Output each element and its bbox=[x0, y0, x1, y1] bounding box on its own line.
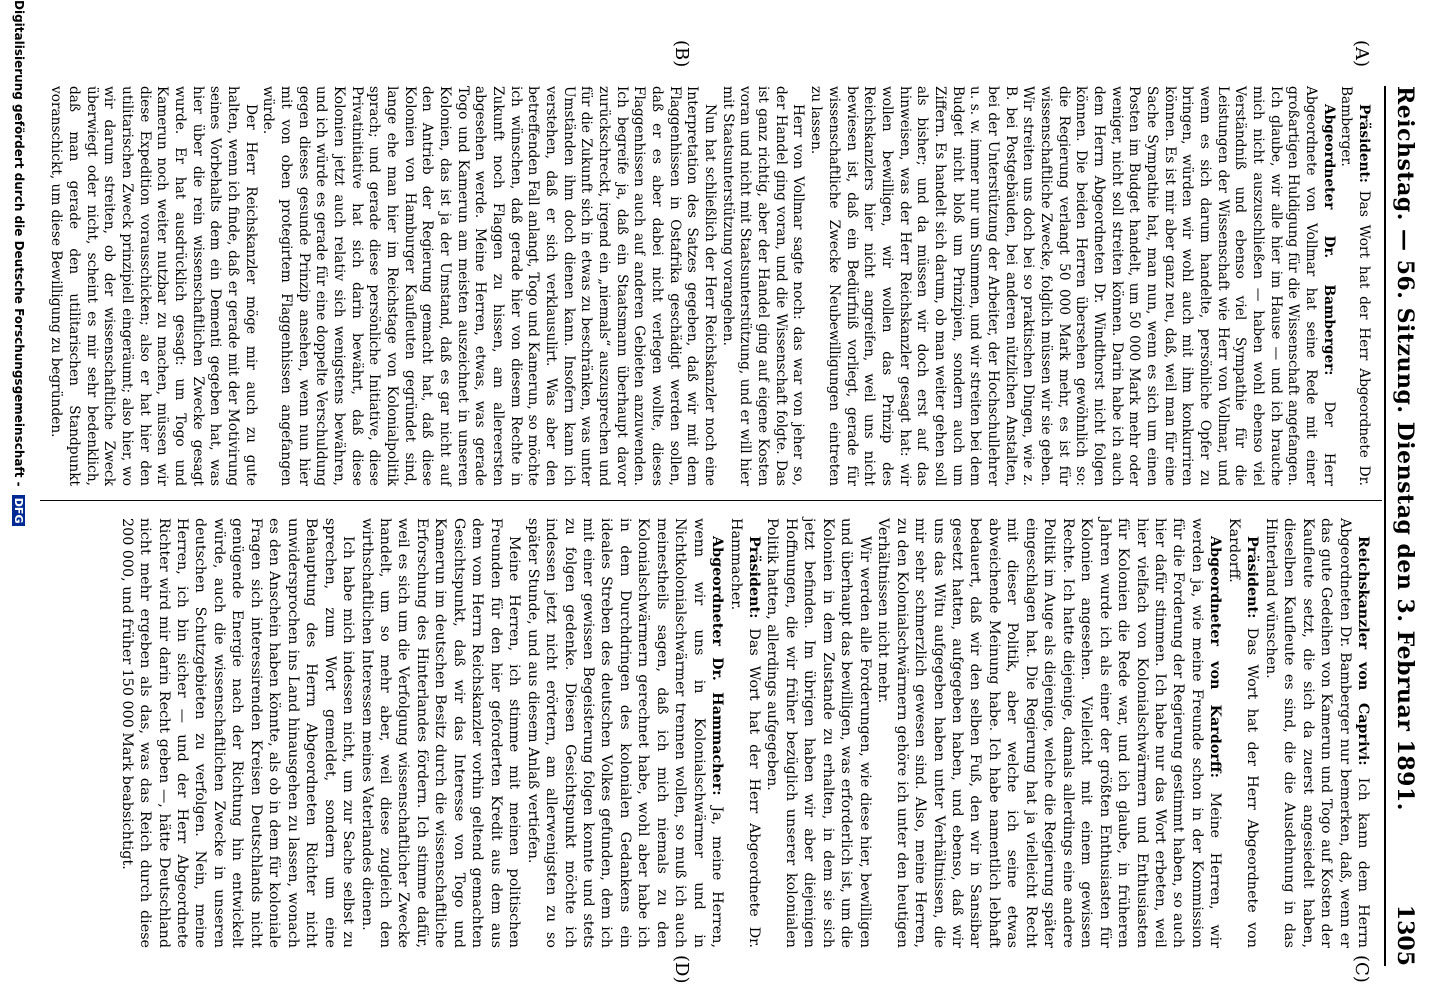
paragraph-text: Das Wort hat der Herr Abgeordnete Dr. Hammacher. bbox=[727, 518, 763, 948]
paragraph bbox=[726, 518, 763, 948]
paragraph bbox=[763, 518, 874, 948]
header-title: Reichstag. — 56. Sitzung. Dienstag den 3. Februar 1891. bbox=[1392, 86, 1418, 811]
paragraph bbox=[807, 86, 1337, 486]
paragraph bbox=[874, 518, 1225, 948]
paragraph-text: Herr von Vollmar sagte noch: das war von jeher so, der Handel ging voran, und die Wissenschaft folgte. Das ist ganz richtig, aber der Handel ging auf eigene Kosten voran und nicht mit Staatsunterstützung, und er will hier mit Staatsunterstützung vorangehen. bbox=[719, 86, 807, 486]
paragraph-text: Ich kann dem Herrn Abgeordneten Dr. Bamberger nur bemerken, daß, wenn er das gute Gedeihen von Kamerun und Togo auf Kosten der Kaufleute setzt, die sich da zuerst angesiedelt haben, dieselben Kaufleute es sind, die die Ausdehnung in das Hinterland wünschen. bbox=[1262, 518, 1371, 948]
paragraph bbox=[1337, 86, 1372, 486]
paragraph-text: Wir werden alle Forderungen, wie diese hier, bewilligen und überhaupt das bewilligen, was erforderlich ist, um die Kolonien in dem Zustande zu erhalten, in dem sie sich jetzt befinden. Im übrigen haben wir aber diejenigen Hoffnungen, die wir früher bezüglich unserer kolonialen Politik hatten, allerdings aufgegeben. bbox=[764, 518, 873, 948]
margin-mark-c: (C) bbox=[1351, 955, 1372, 983]
paragraph bbox=[523, 518, 726, 948]
paragraph-text: Meine Herren, wir werden ja, wie meine Freunde schon in der Kommission für die Forderung der Regierung gestimmt haben, so auch hier dafür stimmen. Ich habe nur das Wort erbeten, weil hier vielfach von Kolonialschwärmern und Enthusiasten für Kolonien die Rede war, und ich glaube, in früheren Jahren wurde ich als einer der größten Enthusiasten für Kolonien angesehen. Vielleicht mit einem gewissen Rechte. Ich hatte diejenige, damals allerdings eine andere Politik im Auge als diejenige, welche die Regierung später eingeschlagen hat. Die Regierung hat ja vielleicht Recht mit dieser Politik, aber welche ich seine etwas abweichende Meinung habe. Ich habe namentlich lebhaft bedauert, daß wir den selben Fuß, den wir in Sansibar gesetzt hatten, aufgegeben haben, und ebenso, daß wir uns das Witu aufgegeben haben unter Verhältnissen, die mir sehr schmerzlich gewesen sind. Also, meine Herren, zu den Kolonialschwärmern gehöre ich unter den heutigen Verhältnissen nicht mehr. bbox=[875, 518, 1224, 948]
speaker: Abgeordneter Dr. Hammacher: bbox=[709, 536, 726, 796]
speaker: Reichskanzler von Caprivi: bbox=[1355, 536, 1371, 766]
paragraph-text: Meine Herren, ich stimme mit meinen politischen Freunden für den hier geforderten Kredit aus dem aus dem vom Herrn Reichskanzler vorhin geltend gemachten Gesichtspunkt, daß wir das Interesse von Togo und Kamerun im deutschen Besitz durch die wissenschaftliche Erforschung des Hinterlandes fördern. Ich stimme dafür, weil es sich um die Verfolgung wissenschaftlicher Zwecke handelt, um so mehr aber, weil diese zugleich den wirthschaftlichen Interessen meines Vaterlandes dienen. bbox=[358, 518, 523, 948]
margin-mark-a: (A) bbox=[1351, 40, 1372, 68]
paragraph-text: Nun hat schließlich der Herr Reichskanzler noch eine Interpretation des Satzes gegeben, daß wir mit dem Flaggenhissen in Ostafrika geschädigt werden sollen, daß er es aber dabei nicht verlegen wollte, dieses Flaggenhissen auch auf anderen Gebieten anzuwenden. Ich begreife ja, daß ein Staatsmann überhaupt davor zurückschreckt, irgend ein „niemals“ auszusprechen und für die Zukunft sich in etwas zu beschränken, was unter Umständen ihm doch dienen kann. Insofern kann ich verstehen, daß er sich verklausulirt. Was aber den betreffenden Fall anlangt, Togo und Kamerun, so möchte ich wünschen, daß gerade hier von diesem Rechte in Zukunft noch Flaggen zu hissen, am allereersten abgesehen werde. Meine Herren, etwas, was gerade Togo und Kamerun am meisten auszeichnet in unseren Kolonien, das ist ja der Umstand, daß es gar nicht auf den Antrieb der Regierung gemacht hat, daß diese Kolonien von Hamburger Kaufleuten gegründet sind, lange ehe man hier im Reichstage von Kolonialpolitik sprach; und gerade diese persönliche Initiative, diese Privatinitiative hat sich darin bewährt, daß diese Kolonien jetzt auch relativ sich wenigstens bewähren, und ich würde es gerade für eine doppelte Verschuldung gegen dieses gesunde Prinzip ansehen, wenn nun hier mit von oben protegirtem Flaggenhissen angefangen würde. bbox=[260, 86, 719, 486]
speaker: Präsident: bbox=[1356, 104, 1372, 183]
paragraph-text: Das Wort hat der Herr Abgeordnete von Kardorff. bbox=[1225, 518, 1261, 948]
header-rule bbox=[1384, 86, 1386, 966]
paragraph-text: Ich habe mich indessen nicht, um zur Sache selbst zu sprechen, zum Wort gemeldet, sondern um eine Behauptung des Herrn Abgeordneten Richter nicht unwidersprochen ins Land hinausgehen zu lassen, wonach es den Anschein haben könnte, als ob in dem für koloniale Fragen sich interessirenden Kreisen Deutschlands nicht genügende Energie nach der Richtung hin entwickelt würde, auch die wissenschaftlichen Zwecke in unseren deutschen Schutzgebieten zu verfolgen. Nein, meine Herren, ich bin sicher — und der Herr Abgeordnete Richter wird mir darin Recht geben —, hätte Deutschland nicht mehr ergeben als das, was das Reich durch diese 200 000, und früher 150 000 Mark beabsichtigt. bbox=[118, 518, 357, 948]
dfg-logo-icon: DFG bbox=[12, 495, 25, 527]
paragraph-text: Der Herr Reichskanzler möge mir auch zu gute halten, wenn ich finde, daß er gerade mit der Motivirung seines Vorbehalts dem ein Dementi gegeben hat, was hier über die rein wissenschaftlichen Zwecke gesagt wurde. Er hat ausdrücklich gesagt: um Togo und Kamerun noch weiter nutzbar zu machen, müssen wir diese Expedition vorausschicken; also er hat hier den utilitarischen Zweck prinzipiell eingeräumt; also hier, wo wir darum streiten, ob der wissenschaftliche Zweck überwiegt oder nicht, scheint es mir sehr bedenklich, daß man gerade den utilitarischen Standpunkt voranschickt, um diese Bewilligung zu begründen. bbox=[48, 86, 259, 486]
speaker: Abgeordneter von Kardorff: bbox=[1207, 536, 1224, 778]
page-number: 1305 bbox=[1392, 904, 1418, 966]
paragraph bbox=[117, 518, 357, 948]
paragraph bbox=[357, 518, 523, 948]
paragraph bbox=[259, 86, 718, 486]
left-column bbox=[47, 86, 1372, 486]
right-column bbox=[117, 518, 1372, 948]
digitization-credit bbox=[4, 0, 26, 1000]
margin-mark-b: (B) bbox=[671, 40, 692, 68]
credit-text: Digitalisierung gefördert durch die Deutsche Forschungsgemeinschaft - bbox=[12, 0, 26, 487]
margin-mark-d: (D) bbox=[671, 955, 692, 984]
page-header bbox=[1384, 86, 1424, 966]
column-divider bbox=[40, 500, 1382, 501]
speaker: Abgeordneter Dr. Bamberger: bbox=[1320, 104, 1337, 376]
paragraph-text: Das Wort hat der Herr Abgeordnete Dr. Bamberger. bbox=[1338, 86, 1372, 487]
paragraph bbox=[1224, 518, 1261, 948]
speaker: Präsident: bbox=[1244, 536, 1261, 619]
paragraph-text: Der Herr Abgeordnete von Vollmar hat seine Rede mit einer großartigen Huldigung für die Wissenschaft angefangen. Ich glaube, wir alle hier im Hause — und ich brauche mich nicht auszuschließen — haben wohl ebenso viel Verständniß und ebenso viel Sympathie für die Leistungen der Wissenschaft wie Herr von Vollmar, und wenn es sich darum handelte, persönliche Opfer zu bringen, würden wir wohl auch mit ihm konkurriren können. Es ist mir aber ganz neu, daß, weil man für eine Sache Sympathie hat, man nun, wenn es sich um einen Posten im Budget handelt, um 50 000 Mark mehr oder weniger, nicht soll streiten können. Darin habe ich auch dem Herrn Abgeordneten Dr. Windthorst nicht folgen können. Die beiden Herren übersehen gewöhnlich so: die Regierung verlangt 50 000 Mark mehr, es ist für wissenschaftliche Zwecke, folglich müssen wir sie geben. Wir streiten uns doch bei so praktischen Dingen, wie z. B. bei Postgebäuden, bei anderen nützlichen Anstalten, bei der Unterstützung der Arbeiter, der Hochschullehrer u. s. w. immer nur um Summen, und wir streiten bei dem Budget nicht bloß um Prinzipien, sondern auch um Ziffern. Es handelt sich darum, ob man weiter gehen soll als bisher; und da müssen wir doch erst auf das hinweisen, was der Herr Reichskanzler gesagt hat: wir wollen bewilligen, wir wollen das Prinzip des Reichskanzlers hier nicht angreifen, weil uns nicht bewiesen ist, daß ein Bedürfniß vorliegt, gerade für wissenschaftliche Zwecke Neubewilligungen eintreten zu lassen. bbox=[808, 86, 1337, 486]
paragraph bbox=[1261, 518, 1372, 948]
paragraph bbox=[47, 86, 259, 486]
speaker: Präsident: bbox=[746, 536, 763, 619]
paragraph-text: Ja, meine Herren, wenn wir uns in Kolonialschwärmer und in Nichtkolonialschwärmer trennen wollen, so muß ich auch meinestheils sagen, daß ich mich niemals zu den Kolonialschwärmern gerechnet habe, wohl aber habe ich in dem Durchdringen des kolonialen Gedankens ein ideales Streben des deutschen Volkes gefunden, dem ich mit einer gewissen Begeisterung folgen konnte und stets zu folgen gedenke. Diesen Gesichtspunkt möchte ich indessen jetzt nicht erörtern, am allerwenigsten zu so später Stunde, und aus diesem Anlaß vertiefen. bbox=[524, 518, 726, 948]
paragraph bbox=[718, 86, 806, 486]
